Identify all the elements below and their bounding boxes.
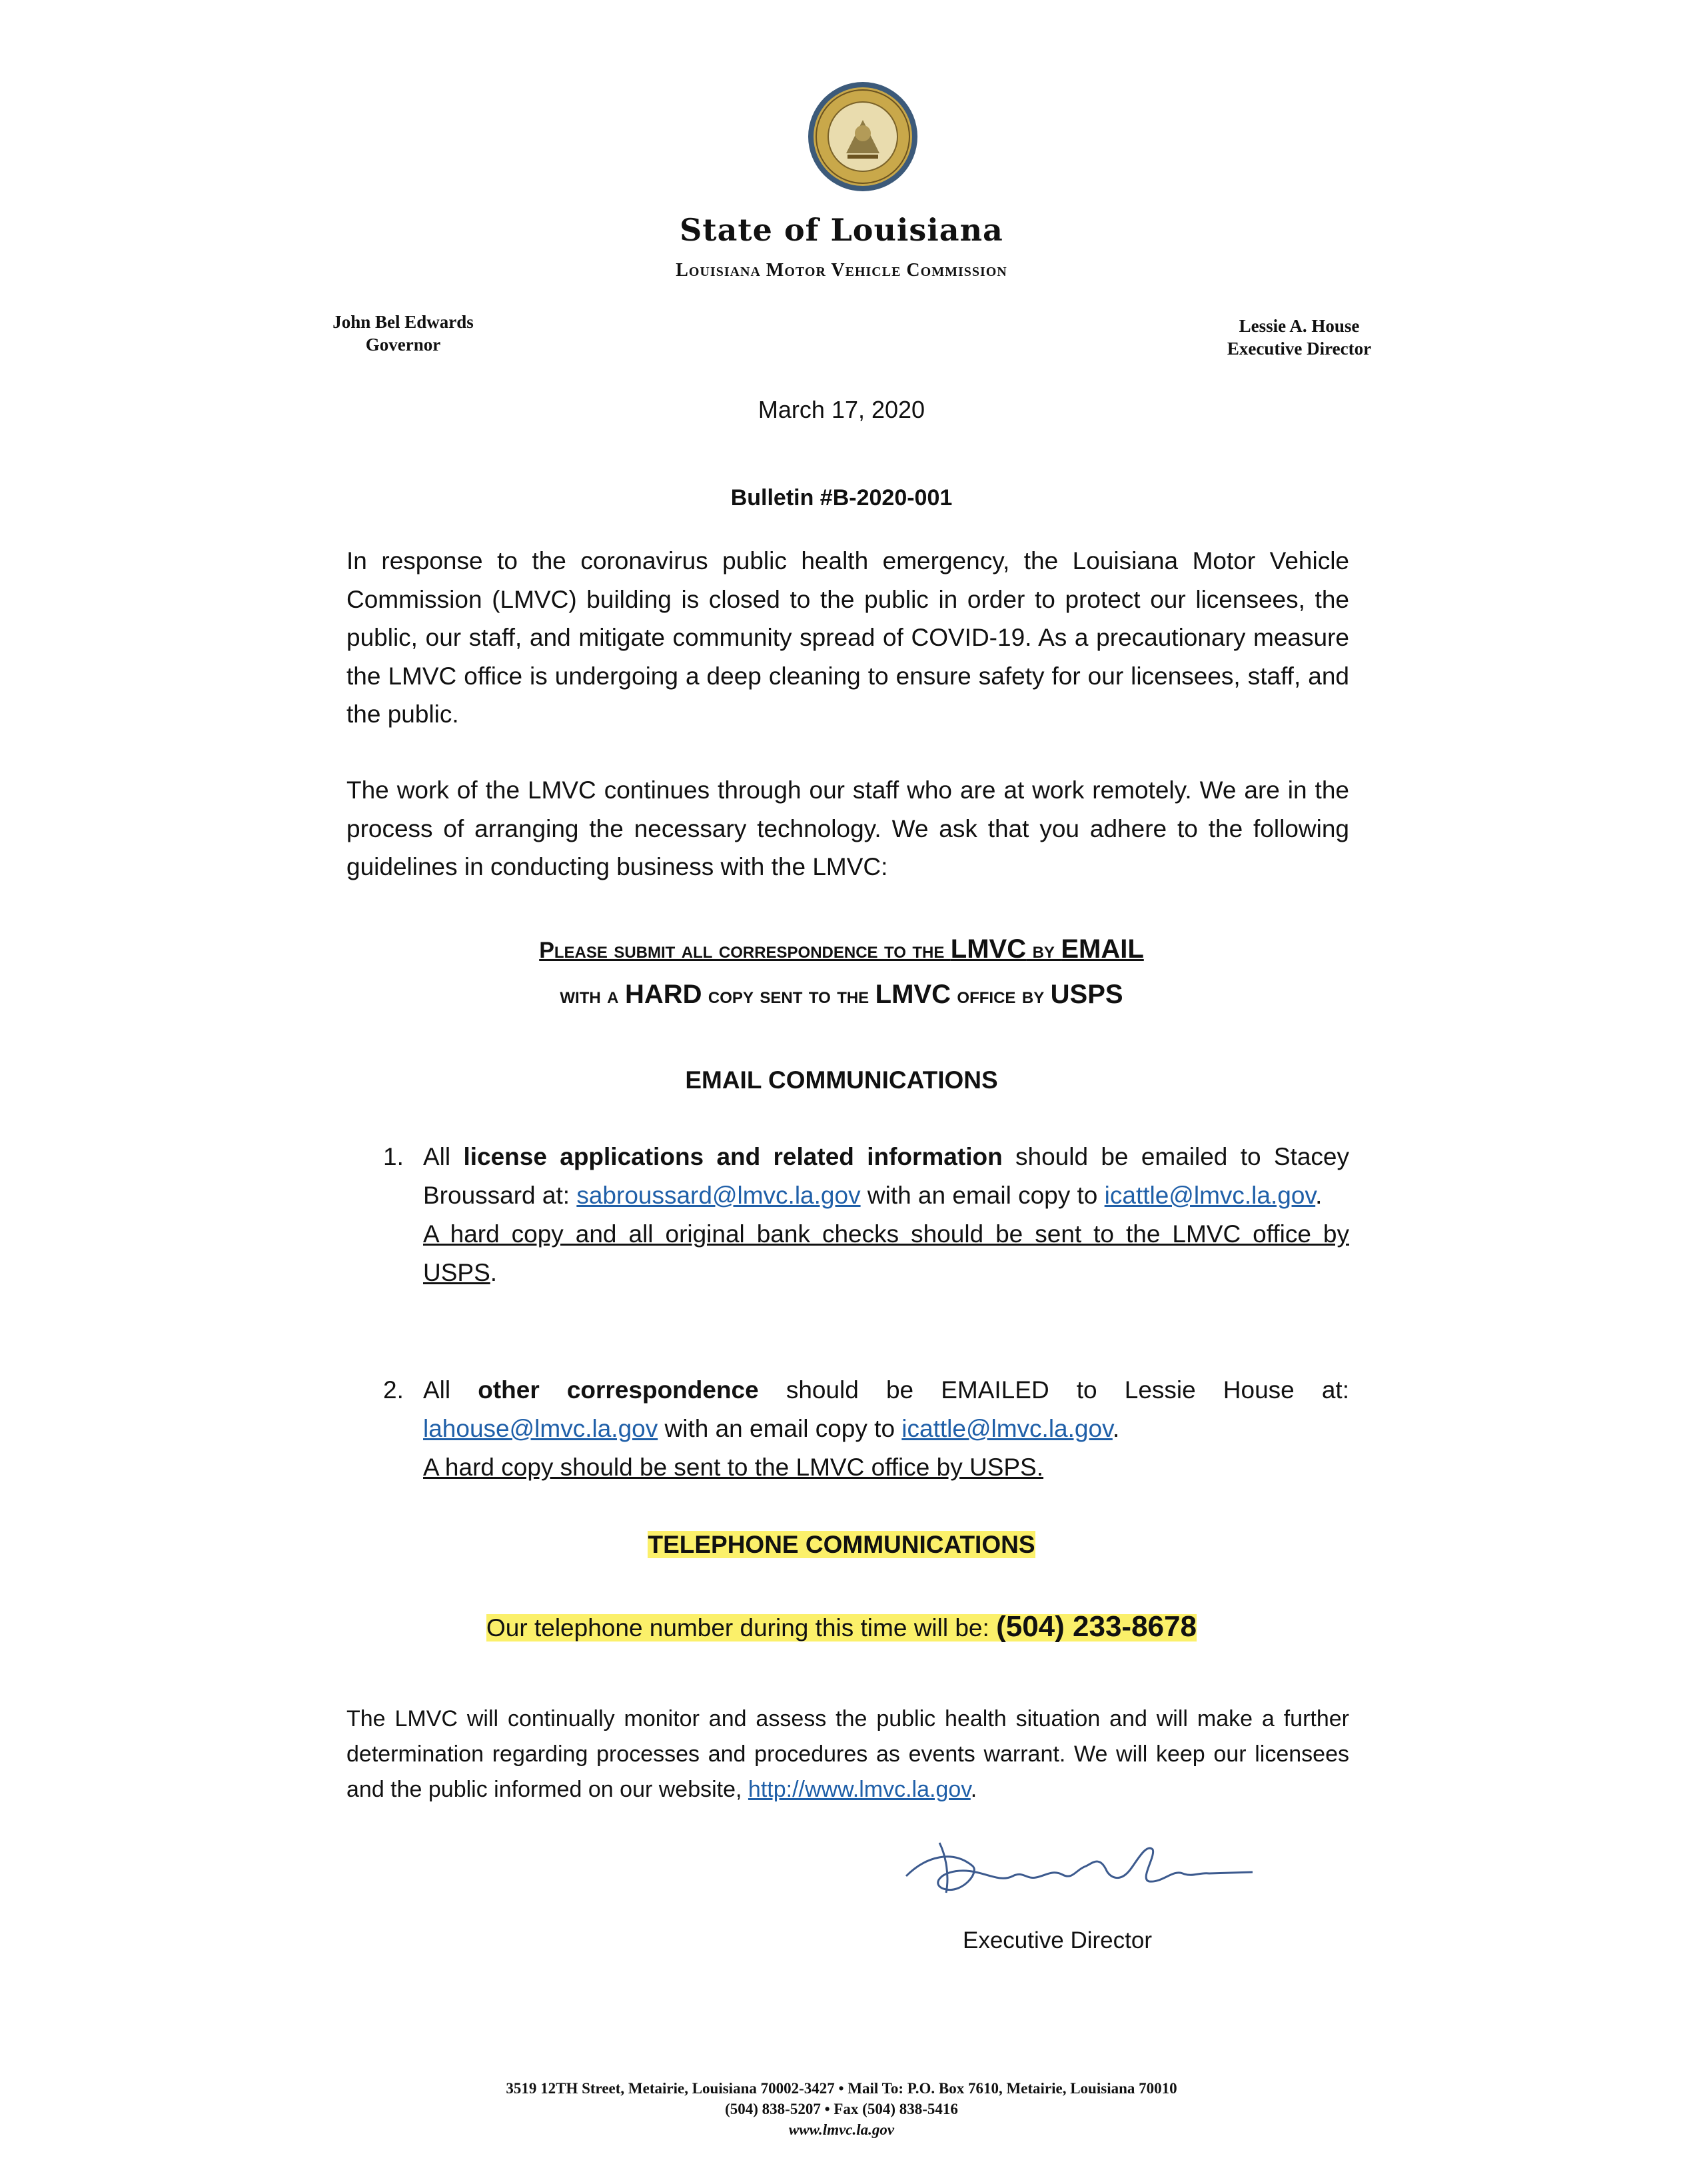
telephone-heading: [0, 1531, 1683, 1559]
hard-copy-note: [423, 1448, 1349, 1487]
notice-text: by: [1026, 938, 1061, 963]
item-text: with an email copy to: [658, 1415, 902, 1442]
notice-emphasis: LMVC: [950, 934, 1027, 964]
telephone-heading-text: TELEPHONE COMMUNICATIONS: [648, 1531, 1035, 1558]
governor-name: John Bel Edwards: [332, 312, 474, 332]
email-link[interactable]: lahouse@lmvc.la.gov: [423, 1415, 658, 1442]
list-number: 2.: [383, 1376, 404, 1404]
notice-line-1: [0, 934, 1683, 964]
item-bold-text: license applications and related information: [463, 1143, 1003, 1170]
footer: [0, 2078, 1683, 2140]
notice-emphasis: HARD: [624, 980, 702, 1009]
item-text: should be EMAILED to Lessie House at:: [758, 1376, 1349, 1404]
closing-text: The LMVC will continually monitor and assess the public health situation and will make a further determination regarding processes and procedures as events warrant. We will keep our licensees and the public informed on our website,: [346, 1706, 1349, 1802]
item-text: with an email copy to: [860, 1182, 1105, 1209]
list-item: [383, 1371, 1349, 1487]
footer-website: www.lmvc.la.gov: [788, 2121, 895, 2138]
paragraph-guidelines: The work of the LMVC continues through our staff who are at work remotely. We are in the process of arranging the necessary technology. We ask that you adhere to the following guidelines in conducting business with the LMVC:: [346, 776, 1349, 880]
notice-emphasis: LMVC: [875, 980, 951, 1009]
email-link[interactable]: icattle@lmvc.la.gov: [1104, 1182, 1316, 1209]
website-link[interactable]: http://www.lmvc.la.gov: [748, 1777, 971, 1802]
item-text: .: [490, 1259, 498, 1286]
paragraph-intro: In response to the coronavirus public health emergency, the Louisiana Motor Vehicle Commission (LMVC) building is closed to the public in order to protect our licensees, the public, our staff, and mitigate community spread of COVID-19. As a precautionary measure the LMVC office is undergoing a deep cleaning to ensure safety for our licensees, staff, and the public.: [346, 547, 1349, 728]
footer-address: 3519 12TH Street, Metairie, Louisiana 70002-3427 • Mail To: P.O. Box 7610, Metairie, Louisiana 70010: [506, 2080, 1177, 2097]
hard-copy-note-text: A hard copy and all original bank checks should be sent to the LMVC office by USPS: [423, 1220, 1349, 1286]
telephone-line: [0, 1610, 1683, 1643]
list-number: 1.: [383, 1143, 404, 1170]
notice-emphasis: EMAIL: [1061, 934, 1144, 964]
closing-text: .: [970, 1777, 977, 1802]
notice-text: copy sent to the: [702, 983, 875, 1008]
notice-text: Please submit all correspondence to the: [539, 938, 951, 963]
signature-title: Executive Director: [963, 1927, 1152, 1953]
commission-name: Louisiana Motor Vehicle Commission: [676, 260, 1007, 281]
governor-title: Governor: [365, 335, 441, 355]
email-communications-heading: EMAIL COMMUNICATIONS: [685, 1066, 998, 1094]
handwritten-signature: [899, 1829, 1259, 1903]
state-seal-icon: [806, 80, 919, 193]
item-bold-text: other correspondence: [478, 1376, 759, 1404]
notice-text: with a: [560, 983, 625, 1008]
director-block: [1179, 315, 1419, 360]
item-text: All: [423, 1143, 464, 1170]
closing-paragraph: [346, 1701, 1349, 1807]
item-text: should be emailed to Stacey Broussard at:: [423, 1143, 1349, 1209]
notice-text: office by: [950, 983, 1051, 1008]
list-item: [383, 1138, 1349, 1292]
footer-phone: (504) 838-5207 • Fax (504) 838-5416: [725, 2101, 958, 2117]
notice-line-2: [0, 980, 1683, 1010]
director-title: Executive Director: [1227, 339, 1372, 359]
director-name: Lessie A. House: [1239, 316, 1360, 336]
telephone-text: Our telephone number during this time will be:: [486, 1614, 997, 1641]
email-link[interactable]: sabroussard@lmvc.la.gov: [576, 1182, 861, 1209]
telephone-highlight: [486, 1610, 1197, 1643]
bulletin-number: Bulletin #B-2020-001: [730, 485, 953, 511]
state-name: State of Louisiana: [680, 212, 1003, 248]
list-item-body: [423, 1138, 1349, 1292]
item-text: All: [423, 1376, 478, 1404]
item-text: .: [1112, 1415, 1120, 1442]
letter-date: March 17, 2020: [758, 396, 925, 423]
governor-block: [293, 311, 513, 356]
notice-line-1-text: [539, 934, 1144, 964]
telephone-number: (504) 233-8678: [996, 1610, 1197, 1643]
list-item-body: [423, 1371, 1349, 1487]
hard-copy-note: [423, 1215, 1349, 1292]
hard-copy-note-text: A hard copy should be sent to the LMVC office by USPS.: [423, 1454, 1044, 1481]
notice-emphasis: USPS: [1050, 980, 1123, 1009]
item-text: .: [1315, 1182, 1323, 1209]
email-link[interactable]: icattle@lmvc.la.gov: [901, 1415, 1113, 1442]
